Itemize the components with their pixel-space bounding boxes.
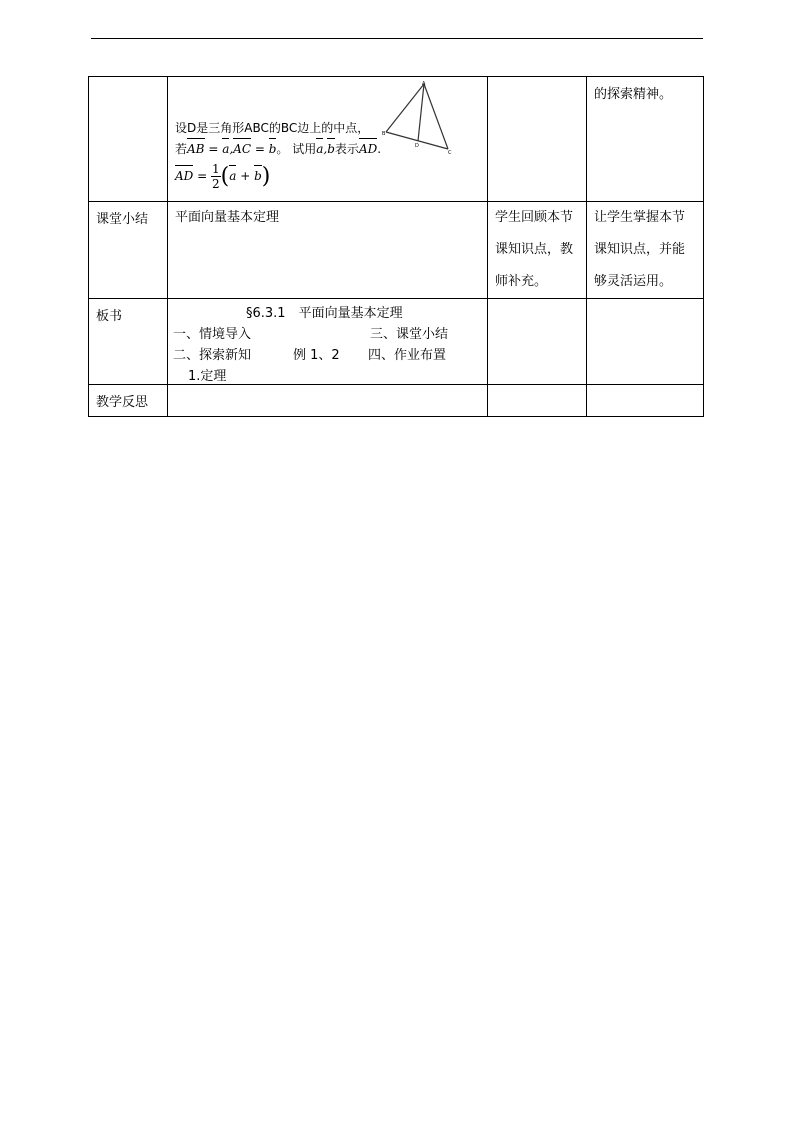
label-a: A xyxy=(422,81,426,87)
board-label: 板书 xyxy=(96,309,123,324)
lesson-plan-table xyxy=(88,76,704,417)
reflection-label-cell xyxy=(89,385,168,417)
vector-a: a xyxy=(222,139,229,160)
board-item-4: 四、作业布置 xyxy=(368,348,447,363)
table-row-reflection xyxy=(89,385,704,417)
table-row-summary xyxy=(89,202,704,299)
reflection-content-cell xyxy=(168,385,488,417)
example-content-cell xyxy=(168,77,488,202)
board-title: §6.3.1 平面向量基本定理 xyxy=(246,306,403,321)
board-item-1: 一、情境导入 xyxy=(173,327,252,342)
reflection-purpose-cell xyxy=(587,385,704,417)
vector-ac: AC xyxy=(233,139,251,160)
board-label-cell xyxy=(89,299,168,385)
example-problem xyxy=(175,118,385,191)
example-student-cell xyxy=(488,77,587,202)
summary-student-text: 学生回顾本节 课知识点，教 师补充。 xyxy=(495,210,574,289)
board-subitem: 1.定理 xyxy=(188,369,227,384)
board-item-2: 二、探索新知 xyxy=(173,348,252,363)
summary-content: 平面向量基本定理 xyxy=(175,210,280,225)
summary-purpose-cell xyxy=(587,202,704,299)
vector-ad-target: AD xyxy=(359,139,377,160)
board-example: 例 1、2 xyxy=(293,348,340,363)
problem-line-2: 若AB = a,AC = b。 试用a,b表示AD. xyxy=(175,139,385,160)
example-purpose-text: 的探索精神。 xyxy=(594,87,673,102)
summary-purpose-text: 让学生掌握本节 课知识点，并能 够灵活运用。 xyxy=(594,210,686,289)
problem-line-1: 设D是三角形ABC的BC边上的中点， xyxy=(175,121,370,135)
board-purpose-cell xyxy=(587,299,704,385)
vector-b: b xyxy=(269,139,277,160)
table-row-board xyxy=(89,299,704,385)
header-rule xyxy=(91,38,703,39)
summary-content-cell xyxy=(168,202,488,299)
board-content-cell xyxy=(168,299,488,385)
answer-formula: AD = $\frac{1}{2}$ (a + b) xyxy=(175,162,271,191)
table-row-example xyxy=(89,77,704,202)
summary-label: 课堂小结 xyxy=(96,212,149,227)
reflection-student-cell xyxy=(488,385,587,417)
reflection-label: 教学反思 xyxy=(96,395,149,410)
summary-label-cell xyxy=(89,202,168,299)
example-purpose-cell xyxy=(587,77,704,202)
board-student-cell xyxy=(488,299,587,385)
vector-ab: AB xyxy=(187,139,204,160)
summary-student-cell xyxy=(488,202,587,299)
label-b: B xyxy=(382,131,386,137)
triangle-figure xyxy=(382,79,462,159)
example-label-cell xyxy=(89,77,168,202)
label-c: C xyxy=(448,150,452,156)
label-d: D xyxy=(415,143,419,149)
board-item-3: 三、课堂小结 xyxy=(370,327,449,342)
